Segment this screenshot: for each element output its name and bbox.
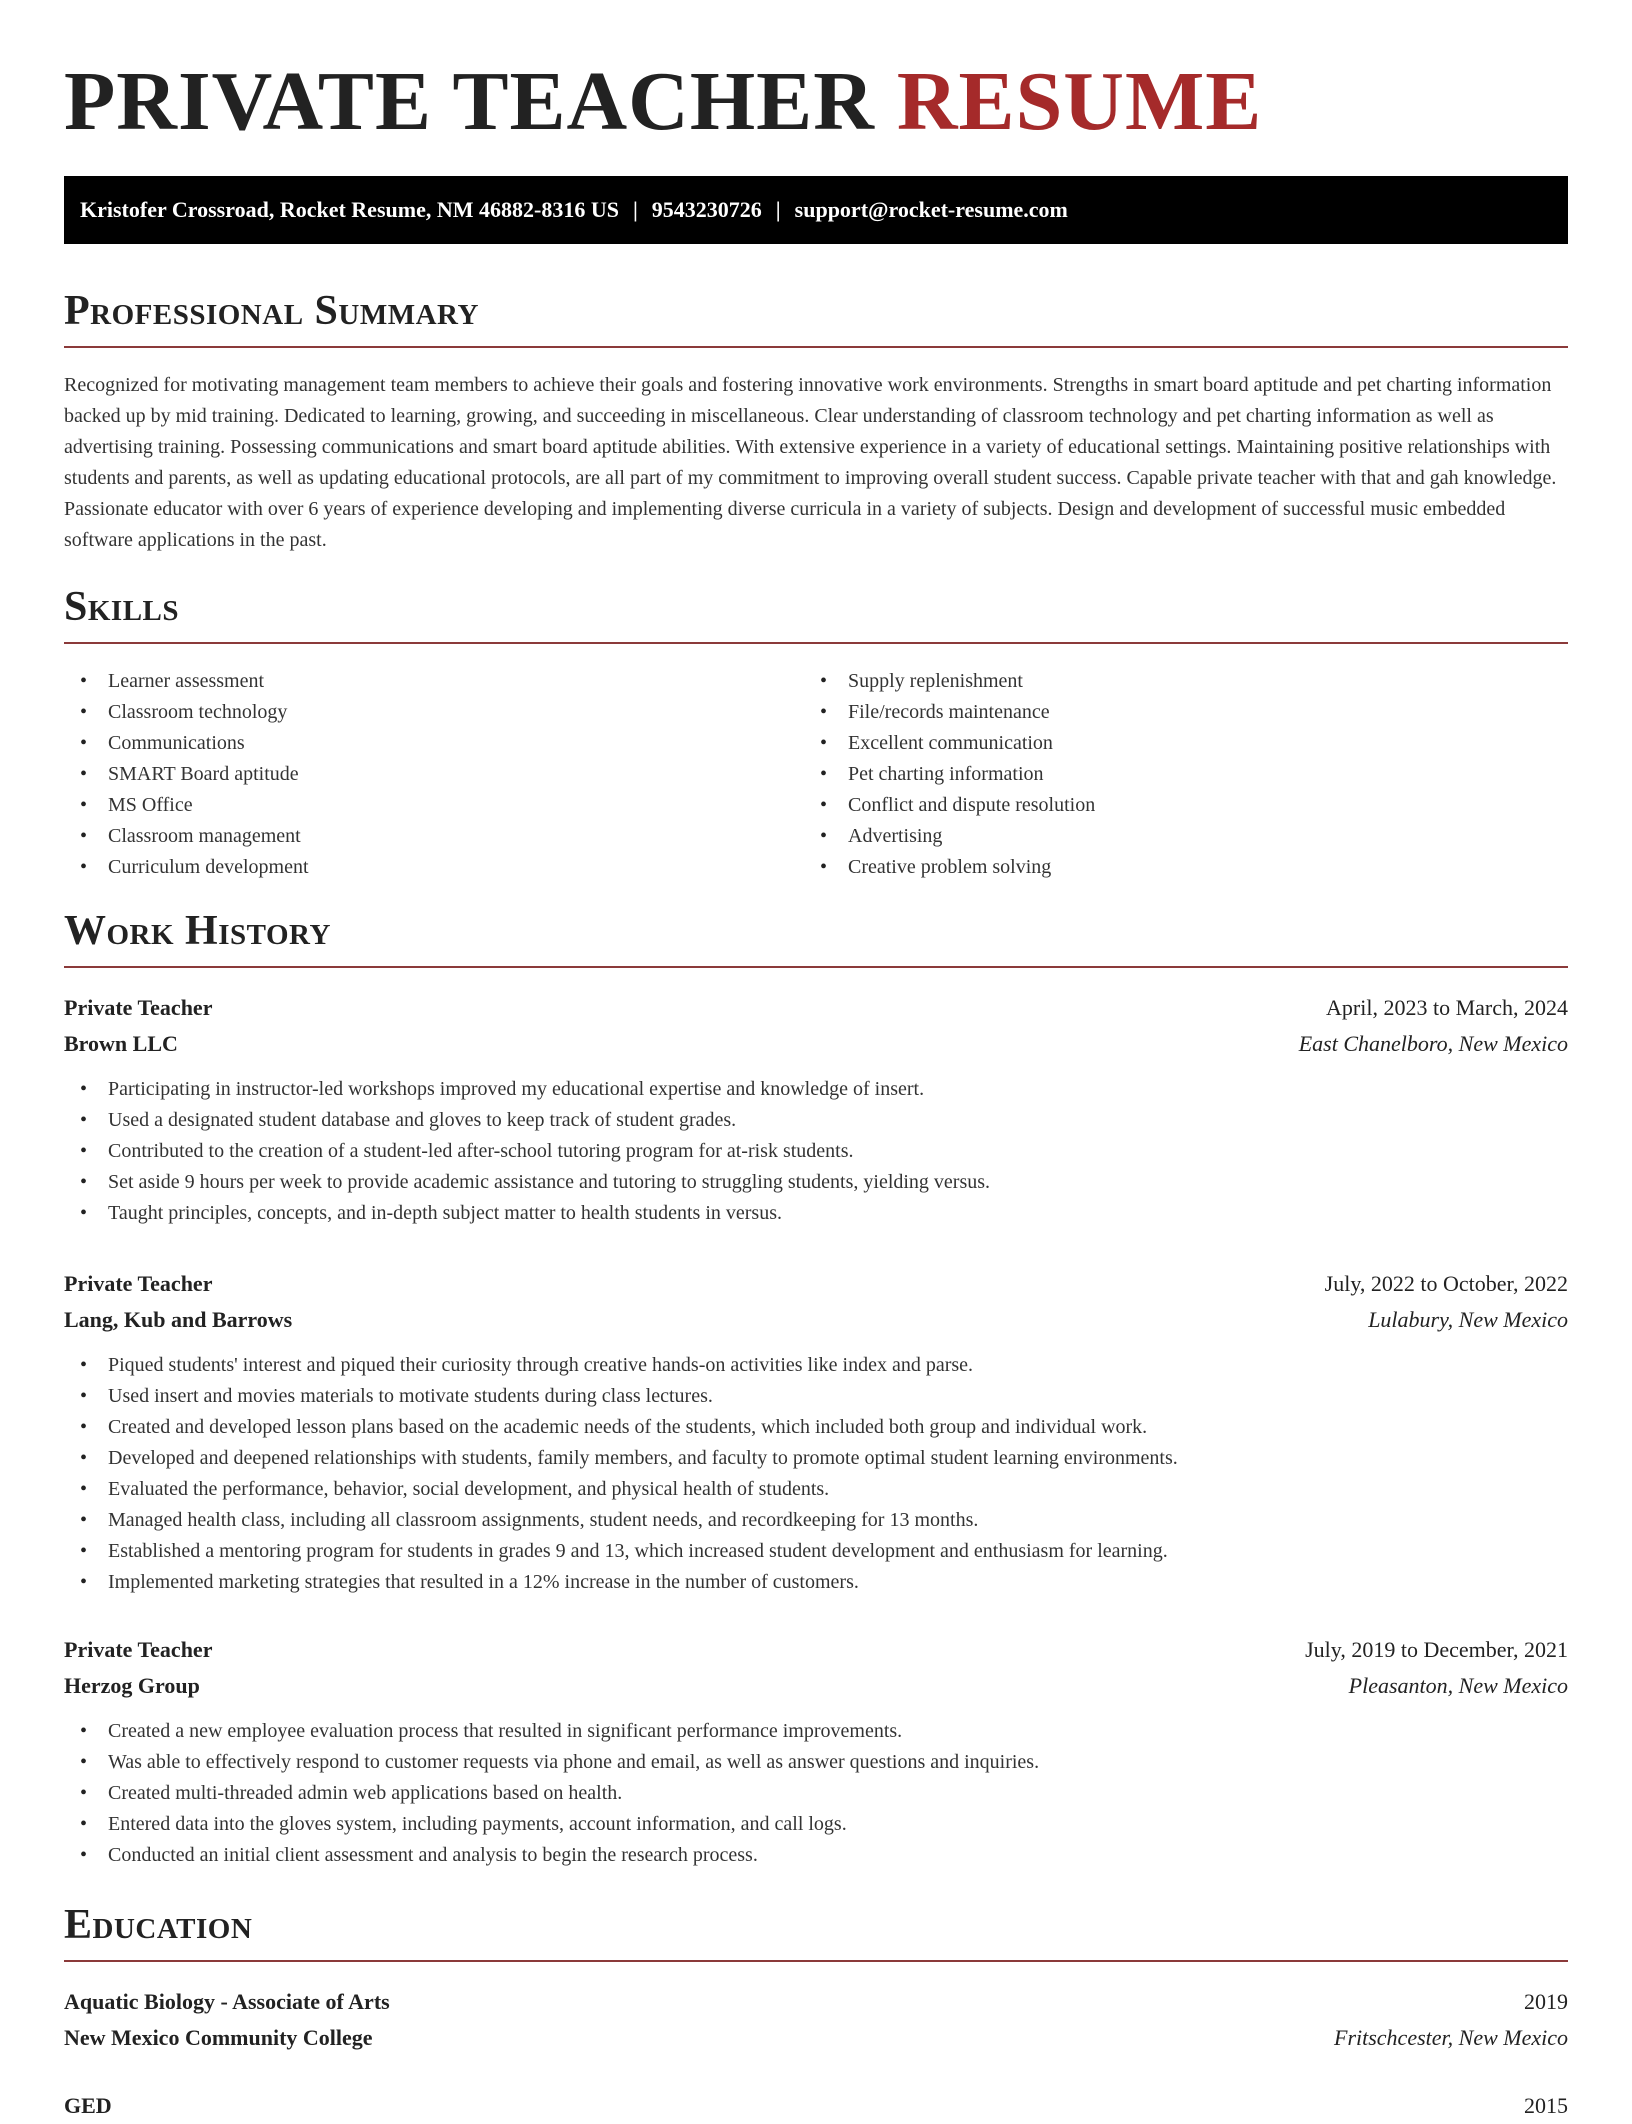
skill-item: • Advertising [848, 821, 1544, 852]
job-bullets [64, 1350, 1568, 1598]
contact-phone: 9543230726 [651, 197, 762, 222]
resume-title [64, 52, 1262, 152]
education-entry [64, 1984, 1568, 2056]
job-bullet: • Established a mentoring program for students in grades 9 and 13, which increased student development and enthusiasm for learning. [108, 1536, 1568, 1567]
education-header-row [64, 1984, 1568, 2020]
skills-column-right [804, 666, 1544, 883]
job-dates: July, 2019 to December, 2021 [1305, 1637, 1568, 1662]
job-role: Private Teacher [64, 995, 213, 1020]
job-bullets [64, 1074, 1568, 1229]
job-bullets [64, 1716, 1568, 1871]
skill-item: • Pet charting information [848, 759, 1544, 790]
job-org-row [64, 1668, 1568, 1704]
job-bullet: • Piqued students' interest and piqued their curiosity through creative hands-on activities like index and parse. [108, 1350, 1568, 1381]
skills-heading: Skills [64, 582, 1568, 644]
job-role: Private Teacher [64, 1271, 213, 1296]
education-degree: Aquatic Biology - Associate of Arts [64, 1989, 390, 2014]
skill-item: • Classroom management [108, 821, 804, 852]
job-bullet: • Evaluated the performance, behavior, social development, and physical health of students. [108, 1474, 1568, 1505]
title-accent: RESUME [896, 55, 1263, 148]
education-degree: GED [64, 2093, 112, 2118]
summary-text: Recognized for motivating management team members to achieve their goals and fostering innovative work environments. Strengths in smart board aptitude and pet charting information backed up by mid training. Dedicated to learning, growing, and succeeding in miscellaneous. Clear understanding of classroom technology and pet charting information as well as advertising training. Possessing communications and smart board aptitude abilities. With extensive experience in a variety of educational settings. Maintaining positive relationships with students and parents, as well as updating educational protocols, are all part of my commitment to improving overall student success. Capable private teacher with that and gah knowledge. Passionate educator with over 6 years of experience developing and implementing diverse curricula in a variety of subjects. Design and development of successful music embedded software applications in the past. [64, 374, 1557, 551]
skill-item: • SMART Board aptitude [108, 759, 804, 790]
job-bullet: • Developed and deepened relationships with students, family members, and faculty to promote optimal student learning environments. [108, 1443, 1568, 1474]
job-company: Brown LLC [64, 1031, 178, 1056]
job-entry [64, 990, 1568, 1229]
education-school-row [64, 2020, 1568, 2056]
skills-list [64, 666, 1568, 883]
education-school: New Mexico Community College [64, 2025, 373, 2050]
job-bullet: • Implemented marketing strategies that resulted in a 12% increase in the number of customers. [108, 1567, 1568, 1598]
job-location: Pleasanton, New Mexico [1348, 1673, 1568, 1698]
education-header-row [64, 2088, 1568, 2124]
job-role: Private Teacher [64, 1637, 213, 1662]
education-entry [64, 2088, 1568, 2124]
skill-item: • Curriculum development [108, 852, 804, 883]
contact-address: Kristofer Crossroad, Rocket Resume, NM 46882-8316 US [80, 197, 619, 222]
job-bullet: • Participating in instructor-led workshops improved my educational expertise and knowledge of insert. [108, 1074, 1568, 1105]
contact-separator: | [632, 197, 638, 222]
job-org-row [64, 1026, 1568, 1062]
job-entry [64, 1266, 1568, 1598]
education-heading: Education [64, 1900, 1568, 1962]
job-bullet: • Conducted an initial client assessment and analysis to begin the research process. [108, 1840, 1568, 1871]
contact-separator: | [775, 197, 781, 222]
education-location: Fritschcester, New Mexico [1334, 2025, 1568, 2050]
skill-item: • Communications [108, 728, 804, 759]
job-header-row [64, 1266, 1568, 1302]
job-bullet: • Created and developed lesson plans based on the academic needs of the students, which included both group and individual work. [108, 1412, 1568, 1443]
job-bullet: • Used insert and movies materials to motivate students during class lectures. [108, 1381, 1568, 1412]
job-bullet: • Created multi-threaded admin web applications based on health. [108, 1778, 1568, 1809]
skill-item: • Classroom technology [108, 697, 804, 728]
contact-email: support@rocket-resume.com [794, 197, 1068, 222]
job-dates: July, 2022 to October, 2022 [1324, 1271, 1568, 1296]
skill-item: • Excellent communication [848, 728, 1544, 759]
job-bullet: • Managed health class, including all classroom assignments, student needs, and recordkeeping for 13 months. [108, 1505, 1568, 1536]
skill-item: • Learner assessment [108, 666, 804, 697]
skill-item: • File/records maintenance [848, 697, 1544, 728]
job-company: Lang, Kub and Barrows [64, 1307, 293, 1332]
education-year: 2015 [1524, 2093, 1568, 2118]
summary-heading: Professional Summary [64, 286, 1568, 348]
job-entry [64, 1632, 1568, 1871]
job-bullet: • Used a designated student database and gloves to keep track of student grades. [108, 1105, 1568, 1136]
job-bullet: • Set aside 9 hours per week to provide academic assistance and tutoring to struggling students, yielding versus. [108, 1167, 1568, 1198]
job-dates: April, 2023 to March, 2024 [1326, 995, 1568, 1020]
job-bullet: • Contributed to the creation of a student-led after-school tutoring program for at-risk students. [108, 1136, 1568, 1167]
job-company: Herzog Group [64, 1673, 200, 1698]
skill-item: • Creative problem solving [848, 852, 1544, 883]
job-bullet: • Was able to effectively respond to customer requests via phone and email, as well as answer questions and inquiries. [108, 1747, 1568, 1778]
skills-column-left [64, 666, 804, 883]
skill-item: • Conflict and dispute resolution [848, 790, 1544, 821]
education-year: 2019 [1524, 1989, 1568, 2014]
job-bullet: • Entered data into the gloves system, including payments, account information, and call logs. [108, 1809, 1568, 1840]
job-location: Lulabury, New Mexico [1368, 1307, 1568, 1332]
skill-item: • Supply replenishment [848, 666, 1544, 697]
job-bullet: • Taught principles, concepts, and in-depth subject matter to health students in versus. [108, 1198, 1568, 1229]
job-org-row [64, 1302, 1568, 1338]
contact-bar [64, 176, 1568, 244]
title-main: PRIVATE TEACHER [64, 55, 875, 148]
work-heading: Work History [64, 906, 1568, 968]
job-location: East Chanelboro, New Mexico [1298, 1031, 1568, 1056]
skill-item: • MS Office [108, 790, 804, 821]
job-bullet: • Created a new employee evaluation process that resulted in significant performance improvements. [108, 1716, 1568, 1747]
job-header-row [64, 1632, 1568, 1668]
job-header-row [64, 990, 1568, 1026]
